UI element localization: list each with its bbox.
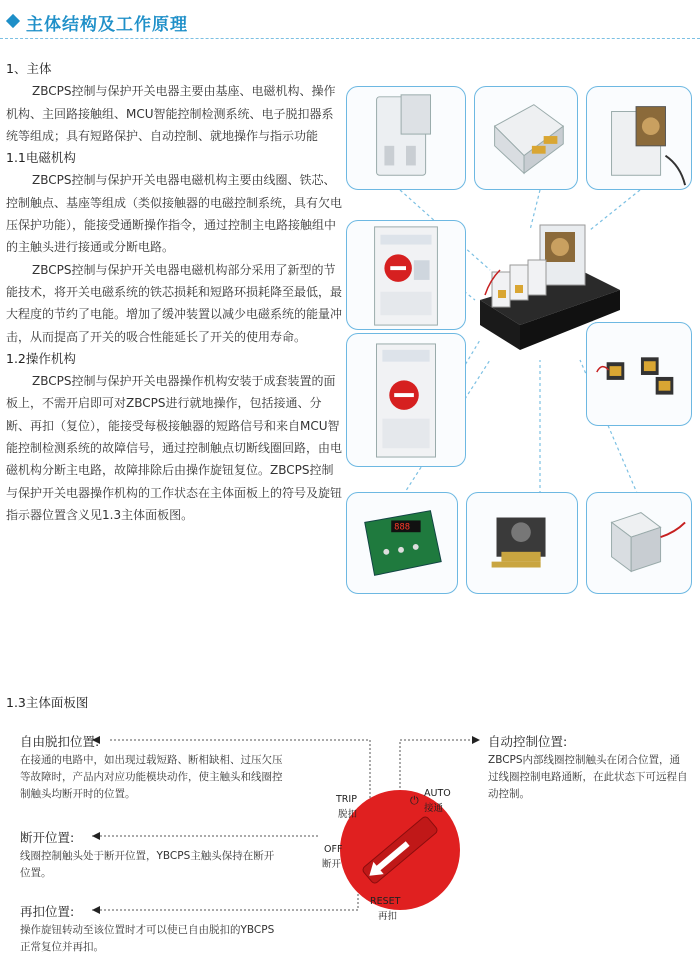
free-trip-desc: 在接通的电路中，如出现过载短路、断相缺相、过压欠压等故障时，产品内对应功能模块动作，使主触头和线圈控制触头均断开时的位置。 <box>20 754 283 800</box>
section-heading-1-1: 1.1电磁机构 <box>6 150 76 166</box>
knob-auto-cn: 接通 <box>424 803 444 814</box>
off-desc: 线圈控制触头处于断开位置，YBCPS主触头保持在断开位置。 <box>20 850 275 879</box>
knob-trip-en: TRIP <box>336 794 357 805</box>
photo-operating-mechanism <box>466 492 578 594</box>
photo-coil-parts <box>586 322 692 426</box>
knob-trip-cn: 脱扣 <box>338 809 358 820</box>
photo-coil-module <box>586 86 692 190</box>
power-icon: ⏻ <box>410 794 419 807</box>
off-label: 断开位置: <box>20 830 75 845</box>
diamond-bullet-icon <box>6 14 20 28</box>
free-trip-label: 自由脱扣位置: <box>20 734 100 749</box>
paragraph-1-1-b: ZBCPS控制与保护开关电器电磁机构部分采用了新型的节能技术，将开关电磁系统的铁芯损耗和短路环损耗降至最低，最大程度的节约了电能。增加了缓冲装置以减少电磁系统的能量冲击，从而提高了开关的吸合性能延长了开关的使用寿命。 <box>6 262 343 344</box>
reset-label: 再扣位置: <box>20 904 75 919</box>
knob-off-cn: 断开 <box>322 859 342 870</box>
photo-contact-assembly <box>586 492 692 594</box>
reset-desc: 操作旋钮转动至该位置时才可以使已自由脱扣的YBCPS正常复位并再扣。 <box>20 924 275 953</box>
paragraph-1-2: ZBCPS控制与保护开关电器操作机构安装于成套装置的面板上，不需开启即可对ZBCPS进行就地操作，包括接通、分断、再扣（复位），能接受每极接触器的短路信号和来自MCU智能控制检测系统的故障信号，通过控制触点切断线圈回路，由电磁机构分断主电路，故障排除后由操作旋钮复位。ZBCPS控制与保护开关电器操作机构的工作状态在主体面板上的符号及旋钮指示器位置含义见1.3主体面板图。 <box>6 374 343 522</box>
photo-base-module <box>346 86 466 190</box>
main-paragraph: ZBCPS控制与保护开关电器主要由基座、电磁机构、操作机构、主回路接触组、MCU智能控制检测系统、电子脱扣器系统等组成；具有短路保护、自动控制、就地操作与指示功能 <box>6 84 336 143</box>
auto-desc: ZBCPS内部线圈控制触头在闭合位置，通过线圈控制电路通断，在此状态下可远程自动控制。 <box>488 754 688 800</box>
photo-mcu-board <box>346 492 458 594</box>
operating-knob[interactable] <box>300 730 520 930</box>
photo-zbcps-front-2 <box>346 333 466 467</box>
panel-heading: 1.3主体面板图 <box>6 695 89 710</box>
knob-reset-en: RESET <box>370 896 401 907</box>
page-title: 主体结构及工作原理 <box>26 15 188 35</box>
header-divider <box>0 38 700 39</box>
section-heading-1-2: 1.2操作机构 <box>6 350 76 366</box>
paragraph-1-1-a: ZBCPS控制与保护开关电器电磁机构主要由线圈、铁芯、控制触点、基座等组成（类似接触器的电磁控制系统，具有欠电压保护功能），能接受通断操作指令，通过控制主电路接触组中的主触头进行接通或分断电路。 <box>6 173 343 255</box>
section-heading-main: 1、主体 <box>6 61 52 76</box>
body-text <box>6 58 344 526</box>
photo-zbcps-front <box>346 220 466 330</box>
knob-auto-en: AUTO <box>424 788 451 799</box>
photo-contact-module <box>474 86 578 190</box>
auto-label: 自动控制位置: <box>488 734 568 749</box>
knob-off-en: OFF <box>324 844 343 855</box>
page-header <box>0 0 700 44</box>
knob-reset-cn: 再扣 <box>378 911 398 922</box>
svg-text:888: 888 <box>394 522 411 533</box>
